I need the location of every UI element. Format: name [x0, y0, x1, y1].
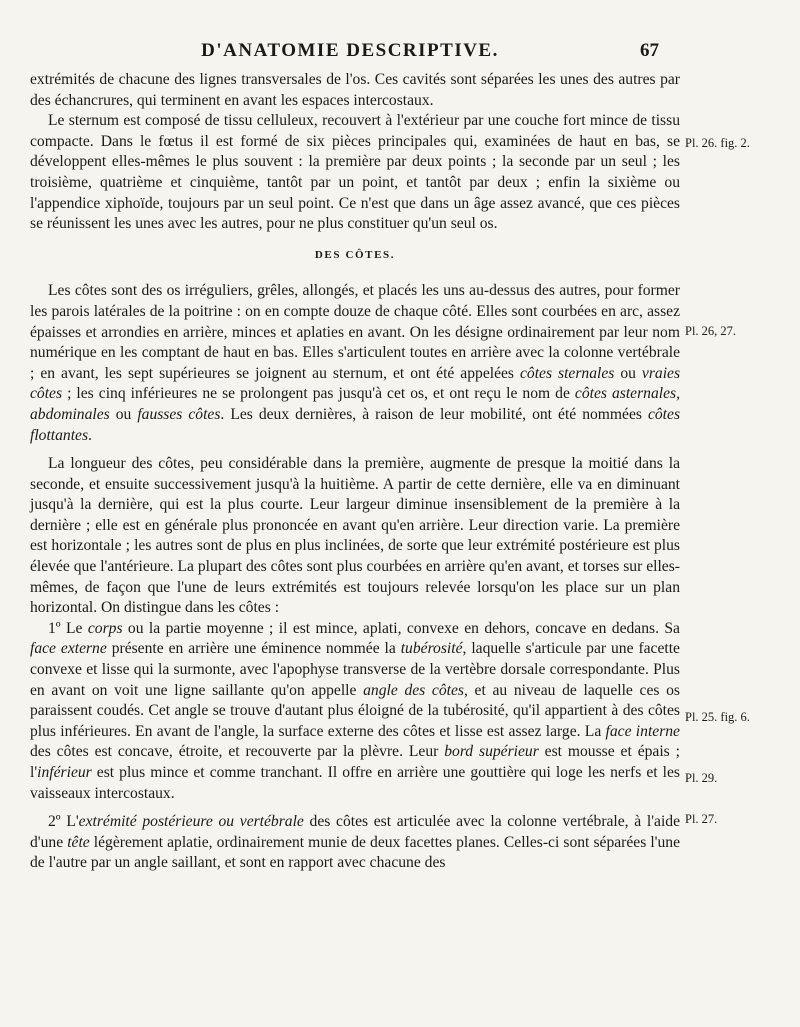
margin-note-plate: Pl. 25. fig. 6. [685, 710, 750, 724]
text-run: . [88, 426, 92, 444]
margin-note-plate: Pl. 27. [685, 812, 718, 826]
paragraph-ribs-length: La longueur des côtes, peu considérable dans la première, augmente de presque la moitié dans la seconde, et ensuite successivement jusqu'à la huitième. A partir de cette dernière, elle va en diminuant jusqu'à la dernière, qui est la plus courte. Leur largeur diminue insensiblement de la première à la dernière ; elle est en générale plus prononcée en avant qu'en arrière. Leur direction varie. La première est horizontale ; les autres sont de plus en plus inclinées, de sorte que leur extrémité postérieure est plus élevée que l'antérieure. La plupart des côtes sont plus courbées en arrière qu'en avant, et torses sur elles-mêmes, de façon que l'une de leurs extrémités est toujours relevée lorsqu'on les place sur un plan horizontal. On distingue dans les côtes : [30, 455, 680, 617]
text-run: légèrement aplatie, ordinairement munie de deux facettes planes. Celles-ci sont séparées l'une de l'autre par un angle saillant, et sont en rapport avec chacune des [30, 833, 680, 872]
text-run: , laquelle s'articule par une facette convexe et lisse qui la surmonte, avec l'apophyse transverse de la vertèbre dorsale correspondante. Plus en avant on voit une ligne saillante qu'on appelle [30, 640, 680, 699]
italic-term: face externe [30, 640, 107, 658]
italic-term: tête [67, 833, 90, 851]
text-run: des côtes est concave, étroite, et recouverte par la plèvre. Leur [30, 743, 445, 761]
italic-term: côtes asternales, abdominales [30, 385, 680, 423]
italic-term: côtes sternales [519, 364, 615, 382]
margin-note-plate: Pl. 26, 27. [685, 324, 737, 338]
text-run: ou [614, 364, 642, 382]
italic-term: fausses côtes [137, 405, 221, 423]
paragraph-rib-posterior-end [30, 812, 680, 874]
italic-term: côtes flottantes [30, 405, 681, 444]
italic-term: extrémité postérieure ou vertébrale [78, 813, 304, 831]
text-run: Les côtes sont des os irréguliers, grêles, allongés, et placés les uns au-dessus des autres, pour former les parois latérales de la poitrine : on en compte douze de chaque côté. Elles sont courbées en arc, assez épaisses et arrondies en arrière, minces et aplaties en avant. On les désigne ordinairement par leur nom numérique en les comptant de haut en bas. Elles s'articulent toutes en arrière avec la colonne vertébrale ; en avant, les sept supérieures se joignent au sternum, et ont été appelées [30, 282, 680, 382]
text-run: . Les deux dernières, à raison de leur mobilité, ont été nommées [220, 405, 648, 423]
italic-term: bord supérieur [444, 743, 539, 761]
italic-term: inférieur [37, 764, 92, 781]
italic-term: tubérosité [400, 640, 463, 658]
text-run: 2º L' [48, 813, 79, 831]
italic-term: vraies côtes [30, 364, 681, 403]
page-header [0, 40, 800, 66]
paragraph-sternum-cavities: extrémités de chacune des lignes transversales de l'os. Ces cavités sont séparées les unes des autres par des échancrures, qui terminent en avant les espaces intercostaux. [30, 71, 680, 109]
paragraph-rib-body [30, 619, 680, 804]
paragraph-sternum-composition: Le sternum est composé de tissu celluleux, recouvert à l'extérieur par une couche fort mince de tissu compacte. Dans le fœtus il est formé de six pièces principales qui, examinées de haut en bas, se développent elles-mêmes le plus souvent : la première par deux points ; la seconde par un seul ; les troisième, quatrième et cinquième, tantôt par un point, et tantôt par deux ; enfin la sixième ou l'appendice xiphoïde, toujours par un seul point. Ce n'est que dans un âge assez avancé, que ces pièces se réunissent les unes avec les autres, pour ne plus constituer qu'un seul os. [30, 112, 680, 233]
text-run: 1º Le [48, 619, 88, 637]
text-run: ou [109, 405, 138, 423]
running-title: D'ANATOMIE DESCRIPTIVE. [201, 40, 499, 61]
italic-term: angle des côtes [363, 681, 464, 699]
italic-term: face interne [605, 722, 680, 740]
text-run: ou la partie moyenne ; il est mince, aplati, convexe en dehors, concave en dedans. Sa [122, 619, 680, 637]
margin-note-plate: Pl. 26. fig. 2. [685, 136, 750, 150]
text-run: ; les cinq inférieures ne se prolongent pas jusqu'à cet os, et ont reçu le nom de [62, 385, 575, 403]
italic-term: corps [87, 619, 123, 637]
section-heading: DES CÔTES. [314, 248, 396, 261]
text-run: est mousse et épais ; l' [30, 743, 680, 781]
text-run: des côtes est articulée avec la colonne vertébrale, à l'aide d'une [30, 813, 680, 851]
text-run: présente en arrière une éminence nommée la [106, 640, 401, 658]
page-number: 67 [640, 40, 659, 61]
paragraph-ribs-intro [30, 281, 680, 446]
margin-note-plate: Pl. 29. [685, 771, 718, 785]
text-column [30, 70, 680, 874]
text-run: est plus mince et comme tranchant. Il offre en arrière une gouttière qui loge les nerfs et les vaisseaux intercostaux. [30, 764, 680, 802]
text-run: , et au niveau de laquelle ces os paraissent coudés. Cet angle se trouve d'autant plus éloigné de la tubérosité, qu'il appartient à des côtes plus inférieures. En avant de l'angle, la surface externe des côtes et lisse est assez large. La [30, 681, 680, 740]
